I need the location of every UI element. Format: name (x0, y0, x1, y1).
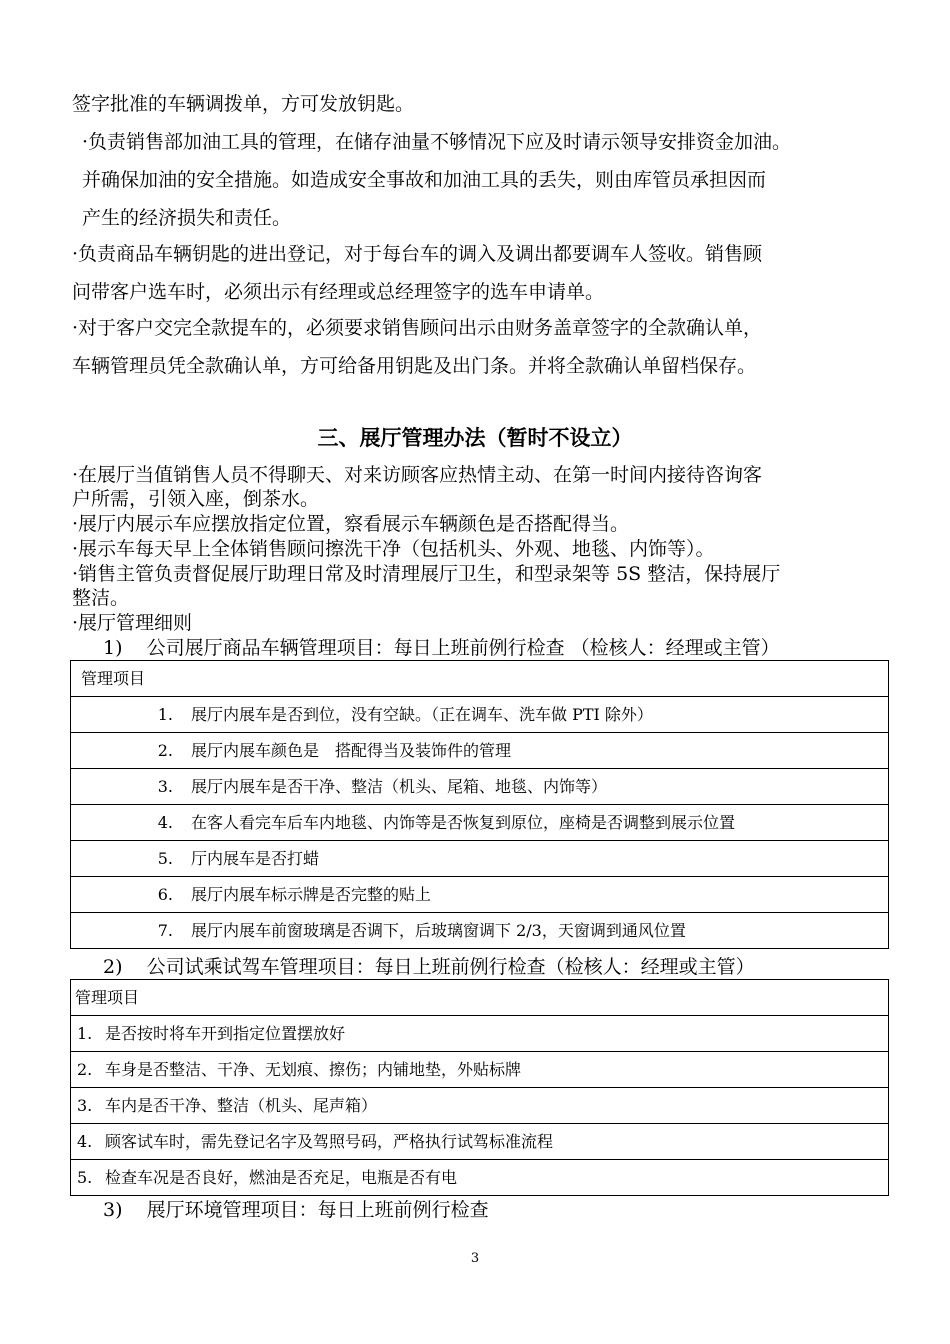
table-row (71, 1160, 889, 1196)
row-number: 1. (77, 1023, 93, 1043)
table-row (71, 697, 889, 733)
row-text: 展厅内展车颜色是 搭配得当及装饰件的管理 (191, 740, 512, 760)
row-number: 1. (157, 704, 173, 724)
table-row (71, 1016, 889, 1052)
row-text: 顾客试车时，需先登记名字及驾照号码，严格执行试驾标准流程 (105, 1131, 554, 1151)
table-row (71, 1124, 889, 1160)
row-number: 2. (77, 1059, 93, 1079)
row-text: 是否按时将车开到指定位置摆放好 (105, 1023, 346, 1043)
section3-caption (103, 1198, 489, 1222)
section3-caption-text: 展厅环境管理项目：每日上班前例行检查 (146, 1199, 489, 1221)
paragraph-line: 车辆管理员凭全款确认单，方可给备用钥匙及出门条。并将全款确认单留档保存。 (72, 355, 757, 377)
paragraph-line: 签字批准的车辆调拨单，方可发放钥匙。 (72, 93, 415, 115)
table2-caption-text: 公司试乘试驾车管理项目：每日上班前例行检查（检核人：经理或主管） (146, 956, 755, 978)
table2-caption-number: 2) (103, 956, 123, 978)
row-number: 5. (77, 1167, 93, 1187)
table-row (71, 1052, 889, 1088)
table1 (70, 660, 889, 949)
table-row (71, 733, 889, 769)
table-header-row (71, 980, 889, 1016)
table-row (71, 805, 889, 841)
row-text: 展厅内展车前窗玻璃是否调下，后玻璃窗调下 2/3，天窗调到通风位置 (191, 920, 686, 940)
row-number: 5. (157, 848, 173, 868)
rule-line: 整洁。 (72, 587, 130, 609)
section3-caption-number: 3) (103, 1199, 123, 1221)
row-number: 7. (157, 920, 173, 940)
table-row (71, 769, 889, 805)
rule-line: ·销售主管负责督促展厅助理日常及时清理展厅卫生，和型录架等 5S 整洁，保持展厅 (72, 563, 781, 585)
row-number: 2. (157, 740, 173, 760)
table1-caption-number: 1) (103, 637, 123, 659)
row-text: 展厅内展车是否到位，没有空缺。（正在调车、洗车做 PTI 除外） (191, 704, 653, 724)
row-number: 4. (77, 1131, 93, 1151)
row-number: 3. (157, 776, 173, 796)
table-header-cell: 管理项目 (71, 661, 889, 697)
rule-line: ·展厅管理细则 (72, 612, 193, 634)
paragraph-line: ·对于客户交完全款提车的，必须要求销售顾问出示由财务盖章签字的全款确认单， (72, 317, 763, 339)
rule-line: ·展厅内展示车应摆放指定位置，察看展示车辆颜色是否搭配得当。 (72, 513, 630, 535)
row-text: 展厅内展车标示牌是否完整的贴上 (191, 884, 432, 904)
table-row (71, 841, 889, 877)
row-text: 车内是否干净、整洁（机头、尾声箱） (105, 1095, 378, 1115)
row-text: 展厅内展车是否干净、整洁（机头、尾箱、地毯、内饰等） (191, 776, 608, 796)
paragraph-line: 并确保加油的安全措施。如造成安全事故和加油工具的丢失，则由库管员承担因而 (82, 169, 767, 191)
row-text: 厅内展车是否打蜡 (191, 848, 320, 868)
rule-line: ·在展厅当值销售人员不得聊天、对来访顾客应热情主动、在第一时间内接待咨询客 (72, 464, 763, 486)
table-row (71, 877, 889, 913)
table-row (71, 913, 889, 949)
paragraph-line: 产生的经济损失和责任。 (82, 207, 292, 229)
row-number: 6. (157, 884, 173, 904)
row-text: 在客人看完车后车内地毯、内饰等是否恢复到原位，座椅是否调整到展示位置 (191, 812, 736, 832)
table1-caption-text: 公司展厅商品车辆管理项目：每日上班前例行检查 （检核人：经理或主管） (146, 637, 780, 659)
row-text: 车身是否整洁、干净、无划痕、擦伤；内铺地垫，外贴标牌 (105, 1059, 522, 1079)
row-number: 3. (77, 1095, 93, 1115)
paragraph-line: 问带客户选车时，必须出示有经理或总经理签字的选车申请单。 (72, 281, 605, 303)
rule-line: ·展示车每天早上全体销售顾问擦洗干净（包括机头、外观、地毯、内饰等）。 (72, 538, 715, 560)
table2 (70, 979, 889, 1196)
page-number: 3 (470, 1251, 480, 1266)
row-number: 4. (157, 812, 173, 832)
table2-caption (103, 955, 755, 979)
table-row (71, 1088, 889, 1124)
table1-caption (103, 636, 780, 660)
paragraph-line: ·负责商品车辆钥匙的进出登记，对于每台车的调入及调出都要调车人签收。销售顾 (72, 243, 763, 265)
paragraph-line: ·负责销售部加油工具的管理，在储存油量不够情况下应及时请示领导安排资金加油。 (82, 131, 792, 153)
table-header-cell: 管理项目 (71, 980, 889, 1016)
rule-line: 户所需，引领入座，倒茶水。 (72, 488, 320, 510)
table-header-row (71, 661, 889, 697)
section-title: 三、展厅管理办法（暂时不设立） (317, 425, 633, 450)
row-text: 检查车况是否良好，燃油是否充足，电瓶是否有电 (105, 1167, 458, 1187)
